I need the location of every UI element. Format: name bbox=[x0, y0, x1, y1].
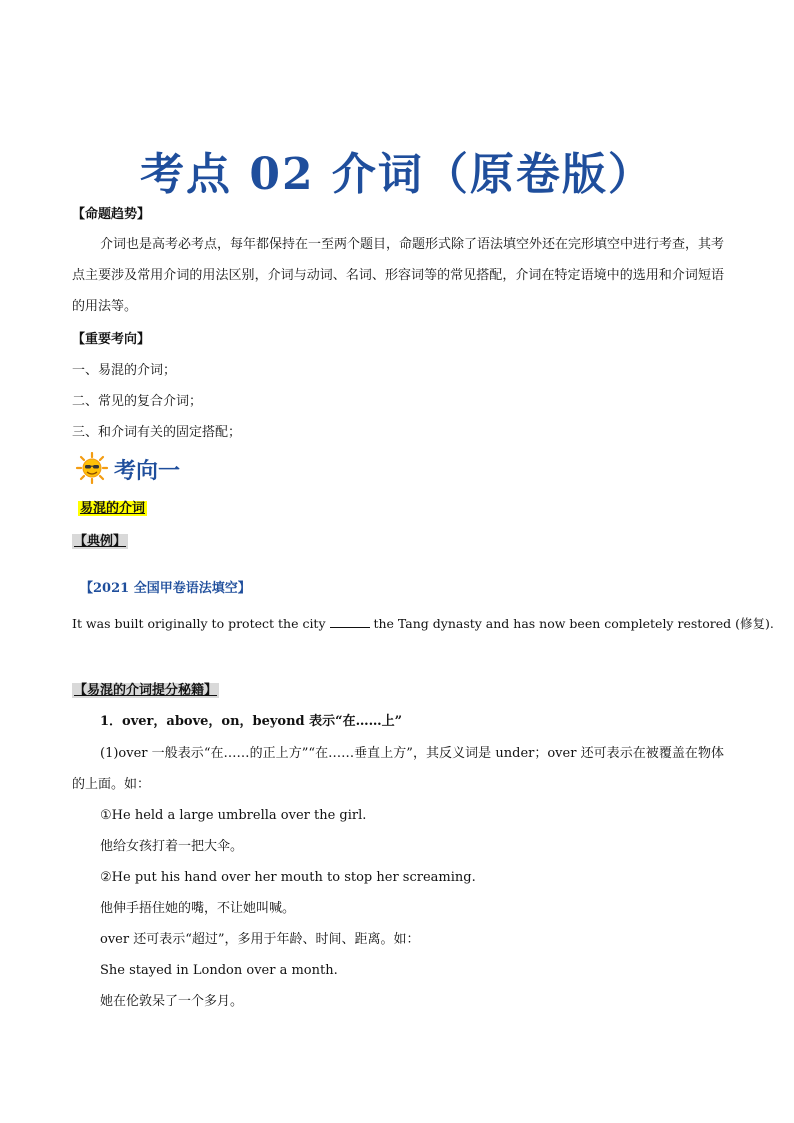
example-3-cn: 她在伦敦呆了一个多月。 bbox=[100, 994, 244, 1009]
tips-point-1: 1．over，above，on，beyond 表示“在……上” bbox=[100, 714, 403, 729]
tips-note: over 还可表示“超过”，多用于年龄、时间、距离。如： bbox=[100, 932, 420, 947]
example-sentence bbox=[72, 615, 774, 633]
example-2-en: ②He put his hand over her mouth to stop her screaming. bbox=[100, 870, 476, 885]
highlight-label: 易混的介词 bbox=[80, 501, 146, 516]
direction-title: 考向一 bbox=[114, 458, 181, 484]
example-label: 【典例】 bbox=[74, 534, 127, 549]
focus-item-1: 一、易混的介词； bbox=[72, 363, 177, 378]
example-source: 【2021 全国甲卷语法填空】 bbox=[80, 581, 251, 596]
focus-item-2: 二、常见的复合介词； bbox=[72, 394, 203, 409]
direction-highlight bbox=[78, 500, 147, 518]
tips-label-wrap bbox=[72, 682, 219, 700]
sun-icon bbox=[72, 452, 112, 484]
example-label-wrap bbox=[72, 533, 128, 551]
trend-heading: 【命题趋势】 bbox=[72, 207, 151, 222]
tips-sub-1: (1)over 一般表示“在……的正上方”“在……垂直上方”，其反义词是 under；over 还可表示在被覆盖在物体的上面。如： bbox=[72, 746, 724, 792]
sentence-before: It was built originally to protect the city bbox=[72, 616, 330, 631]
focus-item-3: 三、和介词有关的固定搭配； bbox=[72, 425, 242, 440]
example-1-en: ①He held a large umbrella over the girl. bbox=[100, 808, 367, 823]
example-1-cn: 他给女孩打着一把大伞。 bbox=[100, 839, 244, 854]
focus-heading: 【重要考向】 bbox=[72, 332, 151, 347]
tips-label: 【易混的介词提分秘籍】 bbox=[74, 683, 218, 698]
answer-blank[interactable] bbox=[330, 615, 370, 628]
sentence-after: the Tang dynasty and has now been completely restored (修复). bbox=[369, 616, 774, 631]
example-2-cn: 他伸手捂住她的嘴，不让她叫喊。 bbox=[100, 901, 296, 916]
page-title: 考点 02 介词（原卷版） bbox=[140, 149, 654, 200]
trend-body: 介词也是高考必考点，每年都保持在一至两个题目，命题形式除了语法填空外还在完形填空中进行考查，其考点主要涉及常用介词的用法区别，介词与动词、名词、形容词等的常见搭配，介词在特定语境中的选用和介词短语的用法等。 bbox=[72, 237, 725, 314]
example-3-en: She stayed in London over a month. bbox=[100, 963, 338, 978]
